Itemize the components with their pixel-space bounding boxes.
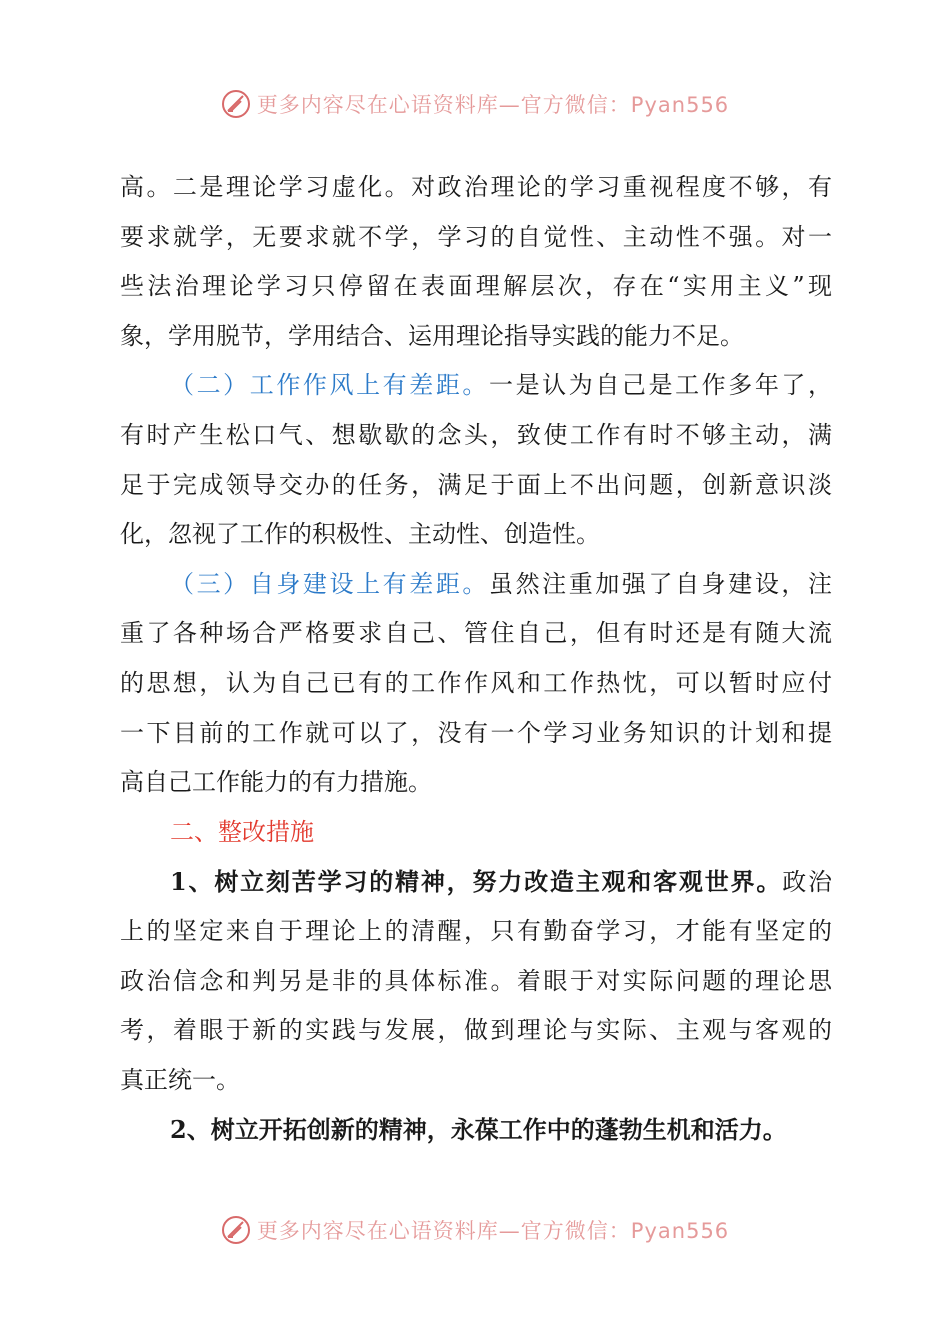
- text-line: 高自己工作能力的有力措施。: [120, 768, 432, 797]
- subheading: （二）工作作风上有差距。: [170, 371, 489, 400]
- text-line: 要求就学，无要求就不学，学习的自觉性、主动性不强。对一: [120, 222, 832, 251]
- text-run: 政治: [782, 868, 832, 897]
- subheading: （三）自身建设上有差距。: [170, 569, 489, 598]
- subheading-line: [120, 361, 832, 411]
- text-line: 政治信念和判另是非的具体标准。着眼于对实际问题的理论思: [120, 966, 832, 995]
- measure-line: [120, 1105, 832, 1155]
- watermark-text: 更多内容尽在心语资料库—官方微信：Pyan556: [256, 1219, 730, 1243]
- watermark-footer: [0, 1210, 950, 1250]
- quill-logo-icon: [221, 89, 251, 119]
- watermark-text: 更多内容尽在心语资料库—官方微信：Pyan556: [256, 93, 730, 117]
- section-heading: 二、整改措施: [170, 817, 314, 846]
- measure-line: [120, 857, 832, 907]
- text-line: 考，着眼于新的实践与发展，做到理论与实际、主观与客观的: [120, 1016, 832, 1045]
- subheading-line: [120, 560, 832, 610]
- text-line: 真正统一。: [120, 1065, 240, 1094]
- measure-heading: 1、树立刻苦学习的精神，努力改造主观和客观世界。: [170, 867, 783, 897]
- text-line: 足于完成领导交办的任务，满足于面上不出问题，创新意识淡: [120, 470, 832, 499]
- text-line: 重了各种场合严格要求自己、管住自己，但有时还是有随大流: [120, 619, 832, 648]
- text-line: 象，学用脱节，学用结合、运用理论指导实践的能力不足。: [120, 321, 744, 350]
- text-line: 些法治理论学习只停留在表面理解层次，存在“实用主义”现: [120, 272, 832, 301]
- text-line: 一下目前的工作就可以了，没有一个学习业务知识的计划和提: [120, 718, 832, 747]
- text-line: 上的坚定来自于理论上的清醒，只有勤奋学习，才能有坚定的: [120, 916, 832, 945]
- text-line: 有时产生松口气、想歇歇的念头，致使工作有时不够主动，满: [120, 420, 832, 449]
- quill-logo-icon: [221, 1215, 251, 1245]
- watermark-header: [0, 84, 950, 124]
- text-line: 化，忽视了工作的积极性、主动性、创造性。: [120, 520, 600, 549]
- text-run: 一是认为自己是工作多年了，: [489, 371, 832, 400]
- text-run: 虽然注重加强了自身建设，注: [489, 569, 832, 598]
- document-body: [120, 163, 832, 1155]
- measure-heading: 2、树立开拓创新的精神，永葆工作中的蓬勃生机和活力。: [170, 1115, 787, 1145]
- text-line: 高。二是理论学习虚化。对政治理论的学习重视程度不够，有: [120, 173, 832, 201]
- text-line: 的思想，认为自己已有的工作作风和工作热忱，可以暂时应付: [120, 668, 832, 697]
